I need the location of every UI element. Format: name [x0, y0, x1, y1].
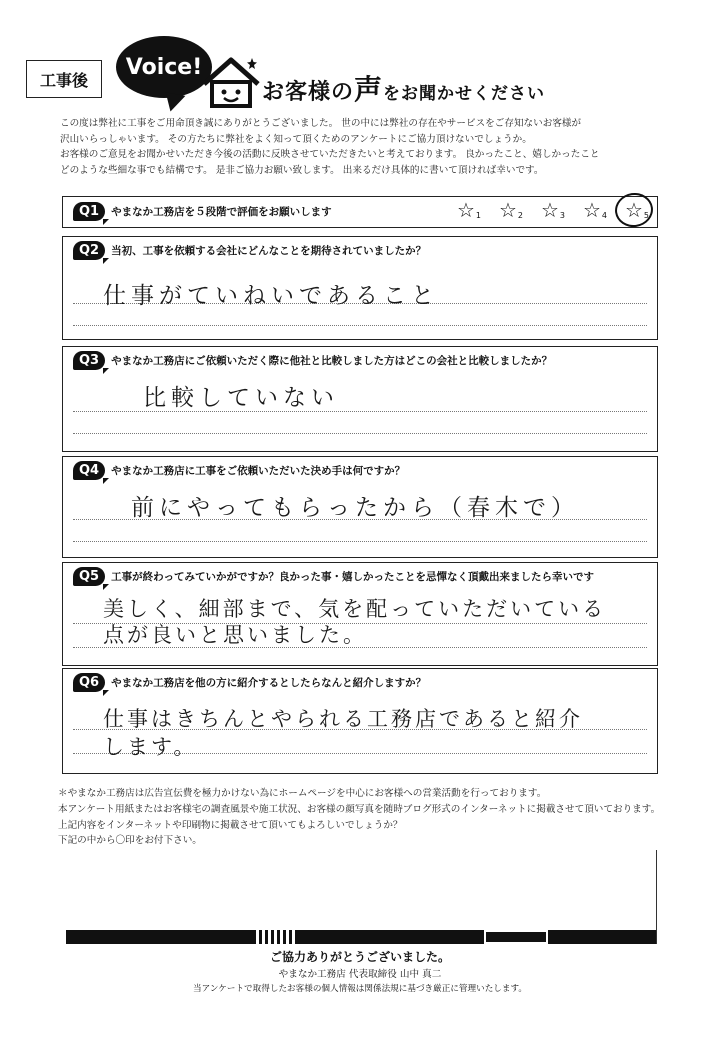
intro-line: この度は弊社に工事をご用命頂き誠にありがとうございました。 世の中には弊社の存在やサービスをご存知ないお客様が [60, 118, 582, 129]
star-icon[interactable]: ☆ 2 [499, 198, 523, 222]
question-text: やまなか工務店を５段階で評価をお願いします [111, 206, 332, 218]
star-icon-selected[interactable]: ☆ 5 [623, 199, 645, 221]
thanks-text: ご協力ありがとうございました。 [269, 950, 450, 964]
question-q4 [62, 456, 658, 558]
star-icon[interactable]: ☆ 4 [583, 198, 607, 222]
question-label: Q2 [73, 241, 105, 260]
note-line: 下記の中から〇印をお付下さい。 [58, 835, 202, 847]
voice-speech-bubble [116, 36, 212, 98]
note-line: 上記内容をインターネットや印刷物に掲載させて頂いてもよろしいでしょうか？ [58, 819, 403, 831]
answer-text: 点が良いと思いました。 [103, 623, 367, 647]
note-line: 本アンケート用紙またはお客様宅の調査風景や施工状況、お客様の顔写真を随時ブログ形式のインターネットに掲載させて頂いております。 [58, 803, 661, 815]
stage-tag: 工事後 [26, 60, 102, 98]
question-label: Q4 [73, 461, 105, 480]
note-line: ＊やまなか工務店は広告宣伝費を極力かけない為にホームページを中心にお客様への営業活動を行っております。 [58, 788, 547, 799]
answer-text: 仕事がていねいであること [103, 283, 439, 309]
page-title: お客様の声をお聞かせください [262, 73, 546, 106]
question-q6 [62, 668, 658, 774]
intro-line: どのような些細な事でも結構です。 是非ご協力お願い致します。 出来るだけ具体的に書いて頂ければ幸いです。 [60, 164, 544, 176]
header [108, 32, 608, 112]
question-label: Q3 [73, 351, 105, 370]
star-icon[interactable]: ☆ 3 [541, 198, 565, 222]
answer-text: 美しく、細部まで、気を配っていただいている [103, 597, 607, 621]
company-signature: やまなか工務店 代表取締役 山中 真二 [278, 969, 442, 980]
star-icon[interactable]: ☆ 1 [457, 198, 481, 222]
answer-text: します。 [103, 735, 198, 759]
intro-line: 沢山いらっしゃいます。 その方たちに弊社をよく知って頂くためのアンケートにご協力頂けないでしょうか。 [60, 133, 532, 145]
question-q3 [62, 346, 658, 452]
intro-text [60, 116, 660, 178]
question-q5 [62, 562, 658, 666]
question-text: 工事が終わってみていかがですか？良かった事・嬉しかったことを忌憚なく頂戴出来ましたら幸いです [111, 571, 595, 583]
redacted-bar [66, 930, 656, 944]
answer-text: 前にやってもらったから（春木で） [131, 495, 579, 521]
rating-stars [455, 198, 649, 222]
question-label: Q5 [73, 567, 105, 586]
intro-line: お客様のご意見をお聞かせいただき今後の活動に反映させていただきたいと考えております。 良かったこと、嬉しかったこと [60, 149, 600, 160]
question-text: やまなか工務店にご依頼いただく際に他社と比較しました方はどこの会社と比較しましたか？ [111, 355, 553, 367]
notes [58, 786, 678, 849]
question-text: やまなか工務店に工事をご依頼いただいた決め手は何ですか？ [111, 465, 406, 477]
question-text: 当初、工事を依頼する会社にどんなことを期待されていましたか？ [111, 245, 427, 257]
question-q1 [62, 196, 658, 228]
voice-label: Voice! [125, 54, 203, 80]
house-icon [200, 54, 262, 110]
question-text: やまなか工務店を他の方に紹介するとしたらなんと紹介しますか？ [111, 677, 427, 689]
question-label: Q1 [73, 202, 105, 221]
question-q2 [62, 236, 658, 340]
privacy-note: 当アンケートで取得したお客様の個人情報は関係法規に基づき厳正に管理いたします。 [193, 984, 527, 994]
answer-text: 仕事はきちんとやられる工務店であると紹介 [103, 707, 583, 731]
question-label: Q6 [73, 673, 105, 692]
answer-text: 比較していない [143, 385, 339, 411]
